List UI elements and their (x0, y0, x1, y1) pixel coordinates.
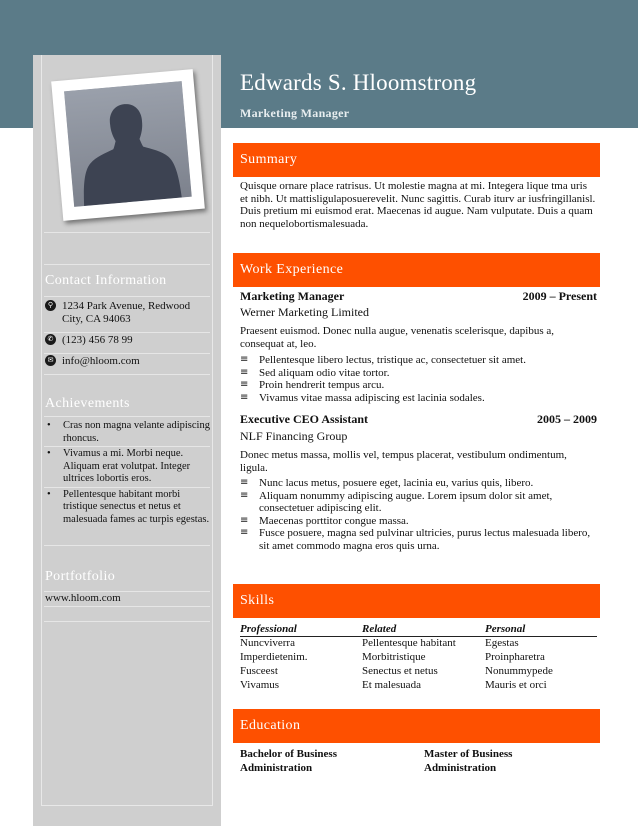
email-row (45, 355, 210, 369)
skill-item: Nuncviverra (240, 637, 295, 649)
skill-item: Fusceest (240, 665, 278, 677)
address-row (45, 300, 210, 330)
skill-item: Vivamus (240, 679, 280, 691)
sidebar-rule-right (212, 55, 213, 805)
skill-item: Proinpharetra (485, 651, 545, 663)
job-bullet: ≡ Aliquam nonummy adipiscing augue. Lorem ipsum dolor sit amet, consectetuer adipiscing elit. (240, 490, 597, 515)
skills-header-rule (240, 636, 597, 637)
degree-line: Master of Business (424, 748, 513, 760)
job-bullets (240, 354, 597, 404)
sidebar-divider (44, 621, 210, 622)
sidebar-divider (44, 232, 210, 233)
degree-line: Administration (424, 762, 497, 774)
skill-item: Nonummypede (485, 665, 553, 677)
summary-section-bar (233, 143, 600, 177)
degree (424, 747, 594, 775)
sidebar-divider (44, 332, 210, 333)
email-icon: ✉ (45, 355, 56, 366)
skill-item: Mauris et orci (485, 679, 547, 691)
job-dates: 2005 – 2009 (537, 412, 597, 426)
phone-icon: ✆ (45, 334, 56, 345)
job-bullets (240, 477, 597, 552)
address-line-2: City, CA 94063 (62, 313, 131, 325)
candidate-name: Edwards S. Hloomstrong (240, 70, 477, 95)
achievement-item: • Pellentesque habitant morbi tristique senectus et netus et malesuada fames ac turpis egestas. (45, 489, 210, 527)
sidebar-divider (44, 353, 210, 354)
skills-column-header: Personal (485, 623, 526, 635)
job-bullet: ≡ Maecenas porttitor congue massa. (240, 515, 597, 528)
sidebar-divider (44, 374, 210, 375)
education-heading: Education (240, 718, 301, 733)
sidebar-rule-left (41, 55, 42, 805)
portfolio-heading: Portfotfolio (45, 569, 116, 584)
job-title-row (240, 412, 597, 427)
achievement-item: • Vivamus a mi. Morbi neque. Aliquam erat volutpat. Integer ultrices lobortis eros. (45, 448, 210, 486)
skill-item: Morbitristique (362, 651, 426, 663)
job-description: Donec metus massa, mollis vel, tempus placerat, vestibulum ondimentum, ligula. (240, 449, 567, 474)
person-silhouette-icon (64, 81, 192, 207)
experience-section-bar (233, 253, 600, 287)
portfolio-link[interactable]: www.hloom.com (45, 592, 121, 604)
sidebar-rule-bottom (41, 805, 213, 806)
phone-row (45, 334, 210, 348)
degree (240, 747, 410, 775)
summary-heading: Summary (240, 152, 298, 167)
degree-line: Administration (240, 762, 313, 774)
job-title: Executive CEO Assistant (240, 412, 369, 426)
job-bullet: ≡ Pellentesque libero lectus, tristique ac, consectetuer sit amet. (240, 354, 597, 367)
skills-column (240, 622, 358, 692)
job-description: Praesent euismod. Donec nulla augue, venenatis scelerisque, dapibus a, consequat at, leo. (240, 325, 555, 350)
skills-section-bar (233, 584, 600, 618)
skill-item: Imperdietenim. (240, 651, 308, 663)
job-title-row (240, 289, 597, 304)
skills-column-header: Professional (240, 623, 297, 635)
achievement-item: • Cras non magna velante adipiscing rhoncus. (45, 420, 210, 445)
job-title: Marketing Manager (240, 289, 345, 303)
phone-number: (123) 456 78 99 (62, 334, 133, 346)
achievements-heading: Achievements (45, 396, 130, 411)
sidebar-divider (44, 545, 210, 546)
company-name: Werner Marketing Limited (240, 305, 369, 319)
job-bullet: ≡ Vivamus vitae massa adipiscing est lacinia sodales. (240, 392, 597, 405)
skill-item: Et malesuada (362, 679, 421, 691)
skills-column (485, 622, 597, 692)
skills-heading: Skills (240, 593, 275, 608)
education-section-bar (233, 709, 600, 743)
skills-column (362, 622, 482, 692)
address-line-1: 1234 Park Avenue, Redwood (62, 300, 191, 312)
company-name: NLF Financing Group (240, 429, 348, 443)
job-dates: 2009 – Present (522, 289, 597, 303)
email-address: info@hloom.com (62, 355, 140, 367)
job-bullet: ≡ Fusce posuere, magna sed pulvinar ultricies, purus lectus malesuada libero, sit amet commodo magna eros quis urna. (240, 527, 597, 552)
summary-text: Quisque ornare place ratrisus. Ut molestie magna at mi. Integera lique tma uris et nibh. Ut mattisligulaposuerevelit. Nunc sagittis. Curab iturv ar iusfringillanisl. Duis pretium mi euismod erat. Maecenas id augue. Nam vulputate. Duis a quam non nequelobortismalesuada. (240, 180, 596, 230)
experience-heading: Work Experience (240, 262, 344, 277)
profile-photo-frame (51, 69, 205, 221)
sidebar-divider (44, 606, 210, 607)
sidebar-divider (44, 296, 210, 297)
sidebar-divider (44, 264, 210, 265)
skill-item: Senectus et netus (362, 665, 438, 677)
degree-line: Bachelor of Business (240, 748, 337, 760)
map-pin-icon: ⚲ (45, 300, 56, 311)
job-bullet: ≡ Proin hendrerit tempus arcu. (240, 379, 597, 392)
skill-item: Pellentesque habitant (362, 637, 456, 649)
sidebar-divider (44, 416, 210, 417)
skills-column-header: Related (362, 623, 397, 635)
job-bullet: ≡ Nunc lacus metus, posuere eget, lacinia eu, varius quis, libero. (240, 477, 597, 490)
contact-heading: Contact Information (45, 273, 167, 288)
candidate-role: Marketing Manager (240, 106, 350, 120)
achievements-list (45, 420, 210, 529)
job-bullet: ≡ Sed aliquam odio vitae tortor. (240, 367, 597, 380)
skill-item: Egestas (485, 637, 519, 649)
